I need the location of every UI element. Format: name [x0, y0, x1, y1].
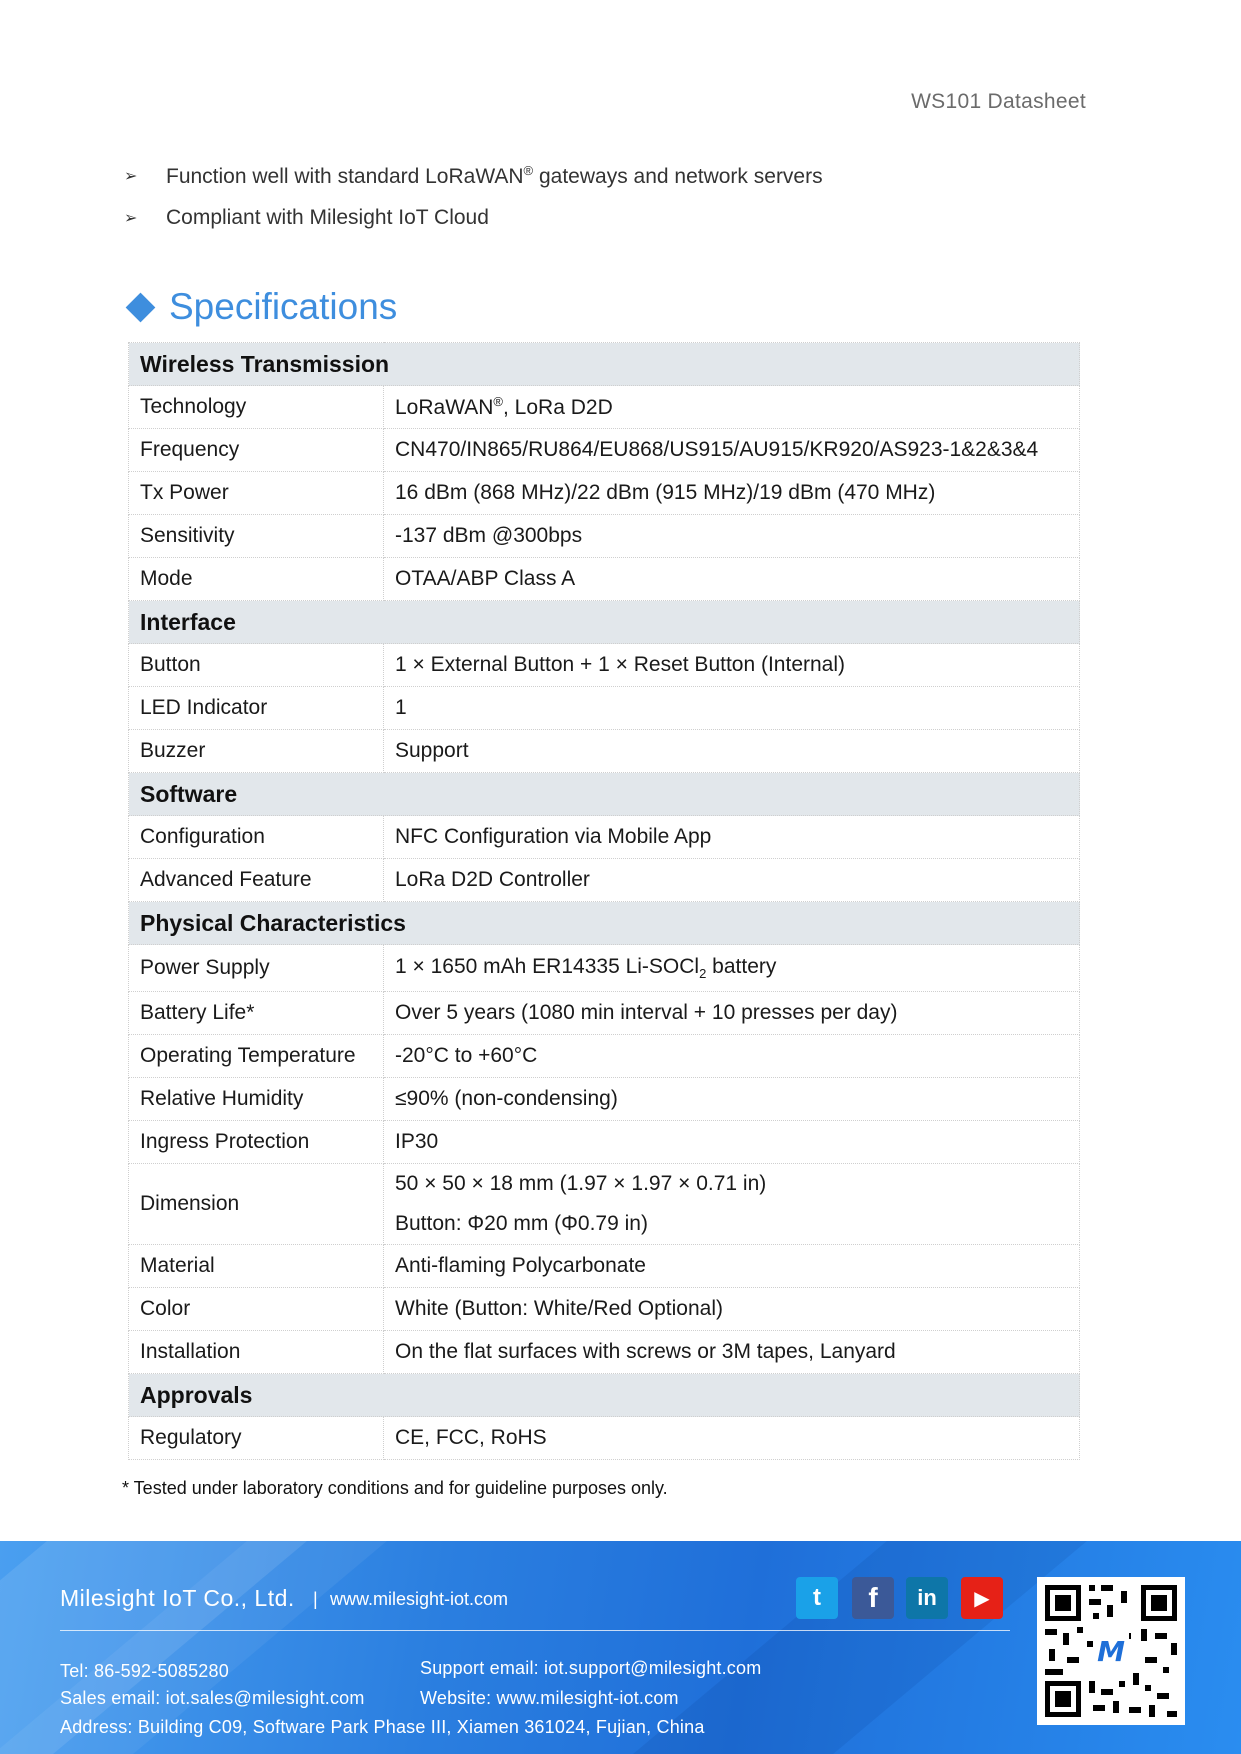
group-header: Software	[129, 773, 1080, 816]
spec-key: Regulatory	[129, 1417, 384, 1460]
footer-tel: Tel: 86-592-5085280	[60, 1661, 229, 1681]
spec-key: Frequency	[129, 429, 384, 472]
spec-key: Color	[129, 1288, 384, 1331]
footer-address: Address: Building C09, Software Park Phase III, Xiamen 361024, Fujian, China	[60, 1717, 705, 1737]
table-row	[129, 1331, 1080, 1374]
spec-value: OTAA/ABP Class A	[384, 558, 1080, 601]
footnote: * Tested under laboratory conditions and for guideline purposes only.	[122, 1478, 668, 1498]
table-row	[129, 859, 1080, 902]
qr-code-icon	[1037, 1577, 1185, 1725]
footer-support-email[interactable]: Support email: iot.support@milesight.com	[420, 1658, 762, 1678]
table-row	[129, 558, 1080, 601]
footer-divider	[60, 1630, 1010, 1631]
table-row	[129, 515, 1080, 558]
spec-key: Technology	[129, 386, 384, 429]
spec-key: Battery Life*	[129, 992, 384, 1035]
spec-value: CE, FCC, RoHS	[384, 1417, 1080, 1460]
feature-bullet	[124, 197, 823, 239]
footer-sales-email[interactable]: Sales email: iot.sales@milesight.com	[60, 1688, 365, 1708]
table-row	[129, 1035, 1080, 1078]
section-heading	[126, 286, 397, 328]
table-row	[129, 1417, 1080, 1460]
spec-value: CN470/IN865/RU864/EU868/US915/AU915/KR920/AS923-1&2&3&4	[384, 429, 1080, 472]
table-row	[129, 816, 1080, 859]
feature-bullet-list	[124, 155, 823, 239]
table-row	[129, 1078, 1080, 1121]
spec-value: White (Button: White/Red Optional)	[384, 1288, 1080, 1331]
spec-key: Ingress Protection	[129, 1121, 384, 1164]
bullet-text: Function well with standard LoRaWAN® gateways and network servers	[166, 163, 823, 188]
spec-value: 1 × External Button + 1 × Reset Button (Internal)	[384, 644, 1080, 687]
group-header: Physical Characteristics	[129, 902, 1080, 945]
spec-key: Configuration	[129, 816, 384, 859]
footer-website-link[interactable]: www.milesight-iot.com	[330, 1589, 509, 1609]
group-header: Wireless Transmission	[129, 343, 1080, 386]
footer-company-name: Milesight IoT Co., Ltd.	[60, 1585, 295, 1611]
spec-value: -20°C to +60°C	[384, 1035, 1080, 1078]
specifications-table	[128, 342, 1080, 1460]
group-row-software	[129, 773, 1080, 816]
table-row	[129, 472, 1080, 515]
spec-value: Support	[384, 730, 1080, 773]
table-row	[129, 992, 1080, 1035]
table-row	[129, 945, 1080, 992]
spec-value: LoRaWAN®, LoRa D2D	[384, 386, 1080, 429]
spec-value: On the flat surfaces with screws or 3M tapes, Lanyard	[384, 1331, 1080, 1374]
spec-value: -137 dBm @300bps	[384, 515, 1080, 558]
facebook-icon[interactable]: f	[852, 1577, 894, 1619]
spec-value: Anti-flaming Polycarbonate	[384, 1245, 1080, 1288]
spec-key: Advanced Feature	[129, 859, 384, 902]
group-row-interface	[129, 601, 1080, 644]
svg-text:M: M	[1097, 1635, 1125, 1668]
twitter-icon[interactable]: t	[796, 1577, 838, 1619]
spec-key: Installation	[129, 1331, 384, 1374]
table-row	[129, 1288, 1080, 1331]
table-row	[129, 429, 1080, 472]
table-row	[129, 1121, 1080, 1164]
youtube-icon[interactable]: ▶	[961, 1577, 1003, 1619]
section-heading-text: Specifications	[169, 286, 398, 327]
document-header-title: WS101 Datasheet	[911, 90, 1086, 113]
spec-key: Dimension	[129, 1164, 384, 1245]
footer-separator: |	[313, 1589, 318, 1609]
group-row-approvals	[129, 1374, 1080, 1417]
spec-value: ≤90% (non-condensing)	[384, 1078, 1080, 1121]
spec-value: 1 × 1650 mAh ER14335 Li-SOCl$_2$ battery	[384, 945, 1080, 992]
spec-key: Sensitivity	[129, 515, 384, 558]
spec-value: NFC Configuration via Mobile App	[384, 816, 1080, 859]
group-header: Approvals	[129, 1374, 1080, 1417]
spec-key: Material	[129, 1245, 384, 1288]
table-row	[129, 644, 1080, 687]
spec-key: Operating Temperature	[129, 1035, 384, 1078]
group-row-wireless	[129, 343, 1080, 386]
table-row	[129, 386, 1080, 429]
spec-key: Relative Humidity	[129, 1078, 384, 1121]
footer-banner	[0, 1541, 1241, 1754]
feature-bullet	[124, 155, 823, 197]
table-row	[129, 1245, 1080, 1288]
spec-value: Over 5 years (1080 min interval + 10 presses per day)	[384, 992, 1080, 1035]
table-row	[129, 1164, 1080, 1245]
spec-value: IP30	[384, 1121, 1080, 1164]
spec-key: Button	[129, 644, 384, 687]
spec-key: LED Indicator	[129, 687, 384, 730]
group-header: Interface	[129, 601, 1080, 644]
table-row	[129, 730, 1080, 773]
arrow-bullet-icon: ➢	[124, 210, 138, 227]
spec-value: 16 dBm (868 MHz)/22 dBm (915 MHz)/19 dBm (470 MHz)	[384, 472, 1080, 515]
bullet-text: Compliant with Milesight IoT Cloud	[166, 206, 489, 229]
spec-key: Buzzer	[129, 730, 384, 773]
footer-website[interactable]: Website: www.milesight-iot.com	[420, 1688, 679, 1708]
spec-value: 50 × 50 × 18 mm (1.97 × 1.97 × 0.71 in) Button: Φ20 mm (Φ0.79 in)	[384, 1164, 1080, 1245]
linkedin-icon[interactable]: in	[906, 1577, 948, 1619]
group-row-physical	[129, 902, 1080, 945]
spec-key: Tx Power	[129, 472, 384, 515]
spec-value: 1	[384, 687, 1080, 730]
spec-value: LoRa D2D Controller	[384, 859, 1080, 902]
table-row	[129, 687, 1080, 730]
spec-key: Power Supply	[129, 945, 384, 992]
arrow-bullet-icon: ➢	[124, 168, 138, 185]
diamond-icon	[126, 292, 156, 322]
spec-key: Mode	[129, 558, 384, 601]
